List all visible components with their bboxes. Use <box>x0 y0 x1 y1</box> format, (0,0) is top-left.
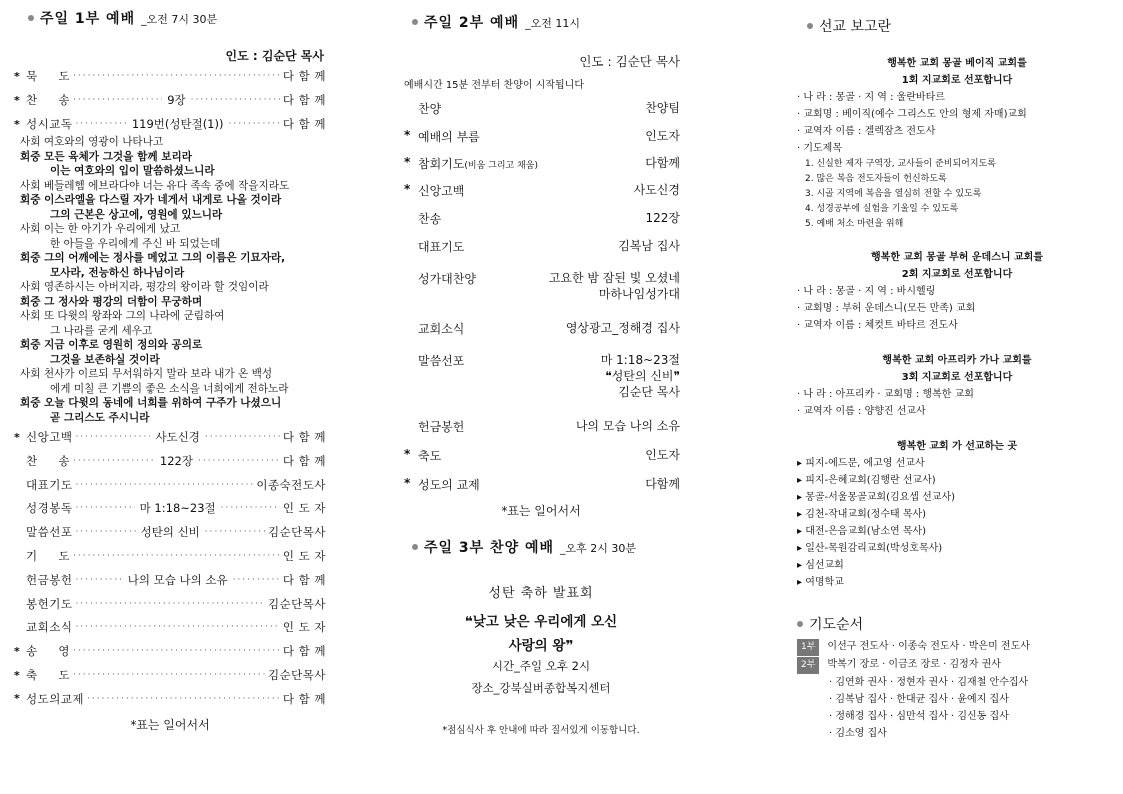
order-row <box>14 67 326 85</box>
reading-line: 회중 오늘 다윗의 동네에 너희를 위하여 구주가 나셨으니 <box>20 397 282 409</box>
reading-line: 회중 모든 육체가 그것을 함께 보리라 <box>20 150 192 163</box>
order-right <box>634 182 680 199</box>
mission-block-1 <box>797 55 1117 232</box>
order-row <box>14 499 326 517</box>
mission2-title-line1: 행복한 교회 몽골 부허 운데스니 교회를 <box>871 252 1043 263</box>
order-row <box>14 547 326 565</box>
prayer-line: · 김복남 집사 · 한대균 집사 · 윤예지 집사 <box>829 694 1009 705</box>
order-person: 이종숙전도사 <box>256 477 326 492</box>
order-right <box>549 270 680 302</box>
order-label-text: 성도의 교제 <box>418 478 480 492</box>
order-label: 기 도 <box>26 549 70 563</box>
order-person: 다 함 께 <box>282 69 326 83</box>
order-person: 영상광고_정해경 집사 <box>565 321 680 335</box>
mission-header-text: 선교 보고란 <box>819 19 892 35</box>
service2-tag: 2부 <box>797 657 819 674</box>
order-row <box>418 418 680 435</box>
order-person: 다 함 께 <box>282 93 327 107</box>
leader-dots <box>87 694 280 704</box>
mission1-country: · 나 라 : 몽골 · 지 역 : 울란바타르 <box>797 92 945 103</box>
order-row <box>14 523 326 541</box>
order-person: 다 함 께 <box>282 453 327 468</box>
order-label-text: 찬양 <box>418 102 442 116</box>
mission2-minister: · 교역자 이름 : 체컷트 바타르 전도사 <box>797 320 958 331</box>
order-right <box>576 418 680 435</box>
order-detail: 성탄의 신비 <box>140 525 200 540</box>
order-right <box>566 320 680 337</box>
mission2-country: · 나 라 : 몽골 · 지 역 : 바시헬링 <box>797 286 936 297</box>
standing-mark: * <box>14 117 20 131</box>
order-right <box>645 476 680 493</box>
mission1-prayer-item: 2. 많은 복음 전도자들이 헌신하도록 <box>805 174 947 184</box>
order-person: 김순단목사 <box>267 525 326 540</box>
event-place: 장소_강북실버종합복지센터 <box>471 681 611 695</box>
order-person: 122장 <box>645 211 680 225</box>
order-row <box>404 182 680 199</box>
mission1-prayer-item: 1. 신실한 제자 구역장, 교사들이 준비되어지도록 <box>805 159 996 169</box>
support-item: ▸ 피지-에드문, 에고영 선교사 <box>797 458 925 469</box>
order-row <box>418 270 680 302</box>
order-label <box>418 418 464 435</box>
leader-dots <box>75 575 122 585</box>
service2-leader: 인도 : 김순단 목사 <box>579 54 680 69</box>
reading-line: 모사라, 전능하신 하나님이라 <box>50 266 185 279</box>
bullet-icon <box>807 23 813 29</box>
leader-dots <box>73 456 155 466</box>
order-person: ❝성탄의 신비❞ <box>605 369 680 383</box>
leader-dots <box>75 503 134 513</box>
order-row <box>14 452 326 470</box>
order-person: 마 1:18~23절 <box>600 353 680 367</box>
service1-footnote: *표는 일어서서 <box>130 718 210 732</box>
bullet-icon <box>797 621 803 627</box>
standing-mark: * <box>404 182 411 196</box>
prayer-line: · 정해경 집사 · 심만석 집사 · 김신동 집사 <box>829 711 1009 722</box>
order-detail: 사도신경 <box>155 430 200 444</box>
order-person: 사도신경 <box>633 183 680 197</box>
service1-time: _오전 7시 30분 <box>141 13 218 26</box>
reading-line: 사회 여호와의 영광이 나타나고 <box>20 136 164 148</box>
order-person: 찬양팀 <box>645 101 680 115</box>
order-row <box>14 666 326 684</box>
order-row <box>418 210 680 227</box>
order-label: 찬 송 <box>26 93 70 107</box>
leader-dots <box>205 432 280 442</box>
leader-dots <box>75 622 279 632</box>
leader-dots <box>233 575 280 585</box>
mission1-prayer-item: 3. 시골 지역에 복음을 열심히 전할 수 있도록 <box>805 189 982 199</box>
leader-dots <box>73 71 280 81</box>
order-row <box>14 476 326 494</box>
order-row <box>404 128 680 145</box>
order-right <box>601 352 680 400</box>
order-label: 신앙고백 <box>26 430 73 444</box>
prayer-line: · 김소영 집사 <box>829 728 887 739</box>
event-line1: ❝낮고 낮은 우리에게 오신 <box>464 614 618 630</box>
leader-dots <box>73 95 162 105</box>
service2-footnote: *표는 일어서서 <box>501 504 581 518</box>
prayer-line: 박복기 장로 · 이금조 장로 · 김정자 권사 <box>827 659 1001 670</box>
order-label-text: 축도 <box>418 449 442 463</box>
order-row <box>418 238 680 255</box>
order-row <box>14 91 326 109</box>
order-row <box>14 115 326 133</box>
leader-dots <box>73 670 265 680</box>
order-label <box>418 128 480 145</box>
bullet-icon <box>28 15 34 21</box>
order-label <box>418 447 441 464</box>
order-row <box>418 352 680 400</box>
order-label: 찬 송 <box>26 453 70 468</box>
support-item: ▸ 일산-목원감리교회(박성호목사) <box>797 543 943 554</box>
mission3-title-line1: 행복한 교회 아프리카 가나 교회를 <box>882 355 1032 366</box>
leader-dots <box>75 527 135 537</box>
mission-block-2 <box>797 249 1117 334</box>
order-person: 김순단목사 <box>267 668 326 682</box>
prayer-order-header <box>797 614 863 634</box>
order-person: 다 함 께 <box>282 644 326 659</box>
order-person: 다 함 께 <box>282 691 326 706</box>
responsive-reading <box>20 135 326 425</box>
order-detail: 122장 <box>159 453 193 468</box>
order-person: 인도자 <box>645 129 680 143</box>
order-right <box>645 447 680 464</box>
mission-support-list <box>797 438 1117 591</box>
order-row <box>14 428 326 446</box>
order-person: 나의 모습 나의 소유 <box>575 419 680 433</box>
order-label <box>418 238 464 255</box>
mission-header <box>807 16 891 36</box>
leader-dots <box>228 119 279 129</box>
reading-line: 곧 그리스도 주시니라 <box>50 411 150 424</box>
leader-dots <box>73 551 280 561</box>
order-right <box>645 155 680 172</box>
order-person: 인 도 자 <box>282 620 326 635</box>
mission1-church: · 교회명 : 베이직(예수 그리스도 안의 형제 자매)교회 <box>797 109 1027 120</box>
support-item: ▸ 대전-은음교회(남소연 목사) <box>797 526 927 537</box>
standing-mark: * <box>14 668 20 682</box>
reading-line: 회중 지금 이후로 영원히 정의와 공의로 <box>20 339 203 351</box>
leader-dots <box>198 456 280 466</box>
standing-mark: * <box>404 447 411 461</box>
support-item: ▸ 여명학교 <box>797 577 844 588</box>
mission3-country: · 나 라 : 아프리카 · 교회명 : 행복한 교회 <box>797 389 974 400</box>
reading-line: 회중 그의 어깨에는 정사를 메었고 그의 이름은 기묘자라, <box>20 252 286 264</box>
leader-dots <box>205 527 265 537</box>
order-person: 다함께 <box>645 156 680 170</box>
order-label-text: 헌금봉헌 <box>418 420 465 434</box>
order-row <box>14 571 326 589</box>
order-row <box>404 476 680 493</box>
order-label: 축 도 <box>26 668 70 682</box>
service1-title: 주일 1부 예배 <box>40 11 136 27</box>
order-label: 성도의교제 <box>26 691 85 706</box>
order-detail: 119번(성탄절(1)) <box>131 117 224 131</box>
reading-line: 이는 여호와의 입이 말씀하셨느니라 <box>50 165 215 177</box>
support-item: ▸ 몽골-서울몽골교회(김요셉 선교사) <box>797 492 956 503</box>
order-label-text: 참회기도 <box>418 157 465 171</box>
order-label <box>418 182 464 199</box>
mission3-minister: · 교역자 이름 : 양향진 선교사 <box>797 406 926 417</box>
leader-dots <box>75 432 150 442</box>
reading-line: 한 아들을 우리에게 주신 바 되었는데 <box>50 237 221 250</box>
order-label <box>418 100 441 117</box>
order-label-text: 대표기도 <box>418 240 465 254</box>
order-label: 헌금봉헌 <box>26 572 73 587</box>
prayer-line: 이선구 전도사 · 이종숙 전도사 · 박은미 전도사 <box>827 641 1030 652</box>
order-person: 다 함 께 <box>282 572 327 587</box>
support-item: ▸ 김천-작내교회(정수태 목사) <box>797 509 927 520</box>
order-person: 다 함 께 <box>282 430 327 444</box>
leader-dots <box>75 480 253 490</box>
standing-mark: * <box>14 93 20 107</box>
standing-mark: * <box>14 69 20 83</box>
order-person: 김복남 집사 <box>618 239 680 253</box>
reading-line: 사회 영존하시는 아버지라, 평강의 왕이라 할 것임이라 <box>20 281 269 293</box>
order-label-text: 교회소식 <box>418 322 465 336</box>
mission1-minister: · 교역자 이름 : 겔렉잠츠 전도사 <box>797 126 936 137</box>
order-label: 교회소식 <box>26 620 73 635</box>
bullet-icon <box>412 544 418 550</box>
mission-block-3 <box>797 352 1117 420</box>
mission1-prayer-item: 4. 성경공부에 실험을 기울일 수 있도록 <box>805 204 959 214</box>
service3-header <box>412 537 636 557</box>
order-detail: 나의 모습 나의 소유 <box>127 572 228 587</box>
order-person: 김순단목사 <box>267 596 326 611</box>
order-person: 마하나임성가대 <box>598 287 680 301</box>
order-row <box>14 642 326 660</box>
event-title: 성탄 축하 발표회 <box>488 586 594 601</box>
reading-line: 에게 미칠 큰 기쁨의 좋은 소식을 너희에게 전하노라 <box>50 382 289 395</box>
prayer-order-list <box>797 638 1117 742</box>
order-label-note: (비움 그리고 채움) <box>464 161 538 171</box>
leader-dots <box>191 95 280 105</box>
order-person: 다함께 <box>645 477 680 491</box>
support-item: ▸ 심선교회 <box>797 560 844 571</box>
order-row <box>14 690 326 708</box>
reading-line: 사회 또 다윗의 왕좌와 그의 나라에 군림하여 <box>20 310 225 322</box>
prayer-line: · 김연화 권사 · 정현자 권사 · 김재철 안수집사 <box>829 677 1029 688</box>
bullet-icon <box>412 19 418 25</box>
service1-tag: 1부 <box>797 639 819 656</box>
standing-mark: * <box>404 155 411 169</box>
order-label <box>418 270 476 302</box>
order-row <box>404 155 680 172</box>
order-person: 다 함 께 <box>282 117 327 131</box>
order-label: 성시교독 <box>26 117 73 131</box>
standing-mark: * <box>404 128 411 142</box>
leader-dots <box>221 503 280 513</box>
reading-line: 그것을 보존하실 것이라 <box>50 353 160 366</box>
standing-mark: * <box>14 644 20 658</box>
reading-line: 사회 베들레헴 에브라다야 너는 유다 족속 중에 작을지라도 <box>20 179 290 192</box>
order-person: 김순단 목사 <box>618 385 680 399</box>
order-label <box>418 476 480 493</box>
service1-leader: 인도 : 김순단 목사 <box>225 49 324 63</box>
leader-dots <box>75 119 126 129</box>
order-label <box>418 320 464 337</box>
mission2-title-line2: 2회 지교회로 선포합니다 <box>901 269 1013 280</box>
order-person: 인 도 자 <box>282 549 326 563</box>
prayer-order-title: 기도순서 <box>809 617 864 633</box>
mission1-title-line1: 행복한 교회 몽골 베이직 교회를 <box>887 58 1027 69</box>
order-detail: 마 1:18~23절 <box>139 501 216 516</box>
order-label-text: 신앙고백 <box>418 184 465 198</box>
reading-line: 회중 이스라엘을 다스릴 자가 네게서 내게로 나올 것이라 <box>20 194 282 206</box>
order-row <box>418 100 680 117</box>
reading-line: 사회 이는 한 아기가 우리에게 났고 <box>20 223 181 235</box>
order-right <box>645 100 680 117</box>
order-person: 인도자 <box>645 448 680 462</box>
order-person: 인 도 자 <box>282 501 327 516</box>
order-label <box>418 155 538 172</box>
order-right <box>618 238 680 255</box>
order-row <box>418 320 680 337</box>
reading-line: 그 나라를 굳게 세우고 <box>50 324 153 337</box>
reading-line: 회중 그 정사와 평강의 더함이 무궁하며 <box>20 295 203 308</box>
order-row <box>14 595 326 613</box>
order-label-text: 말씀선포 <box>418 354 465 368</box>
mission1-title-line2: 1회 지교회로 선포합니다 <box>901 75 1013 86</box>
order-label: 대표기도 <box>26 477 73 492</box>
standing-mark: * <box>404 476 411 490</box>
mission3-title-line2: 3회 지교회로 선포합니다 <box>901 372 1013 383</box>
order-row <box>404 447 680 464</box>
reading-line: 사회 천사가 이르되 무서워하지 말라 보라 내가 온 백성 <box>20 368 273 380</box>
support-item: ▸ 피지-은혜교회(김행란 선교사) <box>797 475 936 486</box>
reading-line: 그의 근본은 상고에, 영원에 있느니라 <box>50 208 223 221</box>
order-label-text: 예배의 부름 <box>418 130 480 144</box>
order-detail: 9장 <box>167 93 186 107</box>
order-person: 고요한 밤 잠된 빛 오셨네 <box>548 271 680 285</box>
order-right <box>646 210 681 227</box>
service2-title: 주일 2부 예배 <box>424 15 520 31</box>
order-label: 묵 도 <box>26 69 70 83</box>
order-label: 성경봉독 <box>26 501 73 516</box>
mission1-prayer-label: · 기도제목 <box>797 143 842 154</box>
event-line2: 사랑의 왕❞ <box>508 638 574 654</box>
service2-header <box>412 12 580 32</box>
mission1-prayer-item: 5. 예배 처소 마련을 위해 <box>805 219 904 229</box>
service2-time: _오전 11시 <box>525 17 580 30</box>
order-row <box>14 618 326 636</box>
service3-note: *점심식사 후 안내에 따라 질서있게 이동합니다. <box>442 725 640 736</box>
leader-dots <box>73 646 280 656</box>
leader-dots <box>75 599 265 609</box>
order-label <box>418 352 464 400</box>
service1-header <box>28 8 217 28</box>
standing-mark: * <box>14 430 20 444</box>
order-label-text: 성가대찬양 <box>418 272 476 286</box>
support-title: 행복한 교회 가 선교하는 곳 <box>896 441 1018 452</box>
order-label: 송 영 <box>26 644 70 659</box>
order-label-text: 찬송 <box>418 212 442 226</box>
event-time: 시간_주일 오후 2시 <box>491 659 591 673</box>
service3-time: _오후 2시 30분 <box>560 542 637 555</box>
mission2-church: · 교회명 : 부허 운데스니(모든 만족) 교회 <box>797 303 976 314</box>
order-label: 말씀선포 <box>26 525 73 540</box>
service2-note: 예배시간 15분 전부터 찬양이 시작됩니다 <box>404 80 584 91</box>
order-label <box>418 210 441 227</box>
order-right <box>645 128 680 145</box>
service3-title: 주일 3부 찬양 예배 <box>424 540 555 556</box>
standing-mark: * <box>14 692 20 706</box>
order-label: 봉헌기도 <box>26 596 73 611</box>
